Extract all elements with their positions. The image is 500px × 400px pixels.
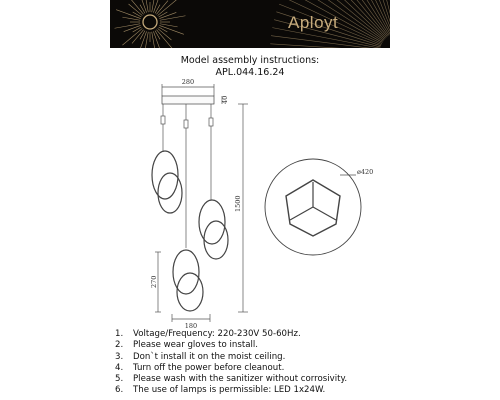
instruction-item: 1. Voltage/Frequency: 220-230V 50-60Hz. [115,329,301,339]
top-view-arm [313,207,336,220]
canopy-height-label: 40 [221,95,229,104]
instruction-list [115,329,347,397]
model-number: APL.044.16.24 [215,67,285,78]
ring-height-label: 270 [150,275,158,288]
total-height-label: 1500 [234,195,242,212]
cable-connector [184,120,188,128]
top-view [265,159,361,255]
instruction-item: 4. Turn off the power before cleanout. [115,362,285,373]
ring-width-label: 180 [184,322,198,330]
ceiling-canopy [162,96,214,104]
pendant-ring-1 [152,151,182,213]
document-title: Model assembly instructions: [180,55,320,66]
instruction-item: 5. Please wash with the sanitizer without corrosivity. [115,374,348,385]
instruction-item: 6. The use of lamps is permissible: LED 1x24W. [115,385,326,396]
cable-connector [161,116,165,124]
pendant-ring-2 [199,200,228,259]
instruction-item: 3. Don`t install it on the moist ceiling. [115,351,286,362]
instruction-item: 2. Please wear gloves to install. [115,340,258,351]
diameter-label: ø420 [357,168,374,176]
top-view-arm [290,207,313,220]
brand-logo: Aployt [288,13,339,32]
pendant-ring-3 [173,250,203,311]
canopy-width-label: 280 [181,78,195,86]
cable-connector [209,118,213,126]
